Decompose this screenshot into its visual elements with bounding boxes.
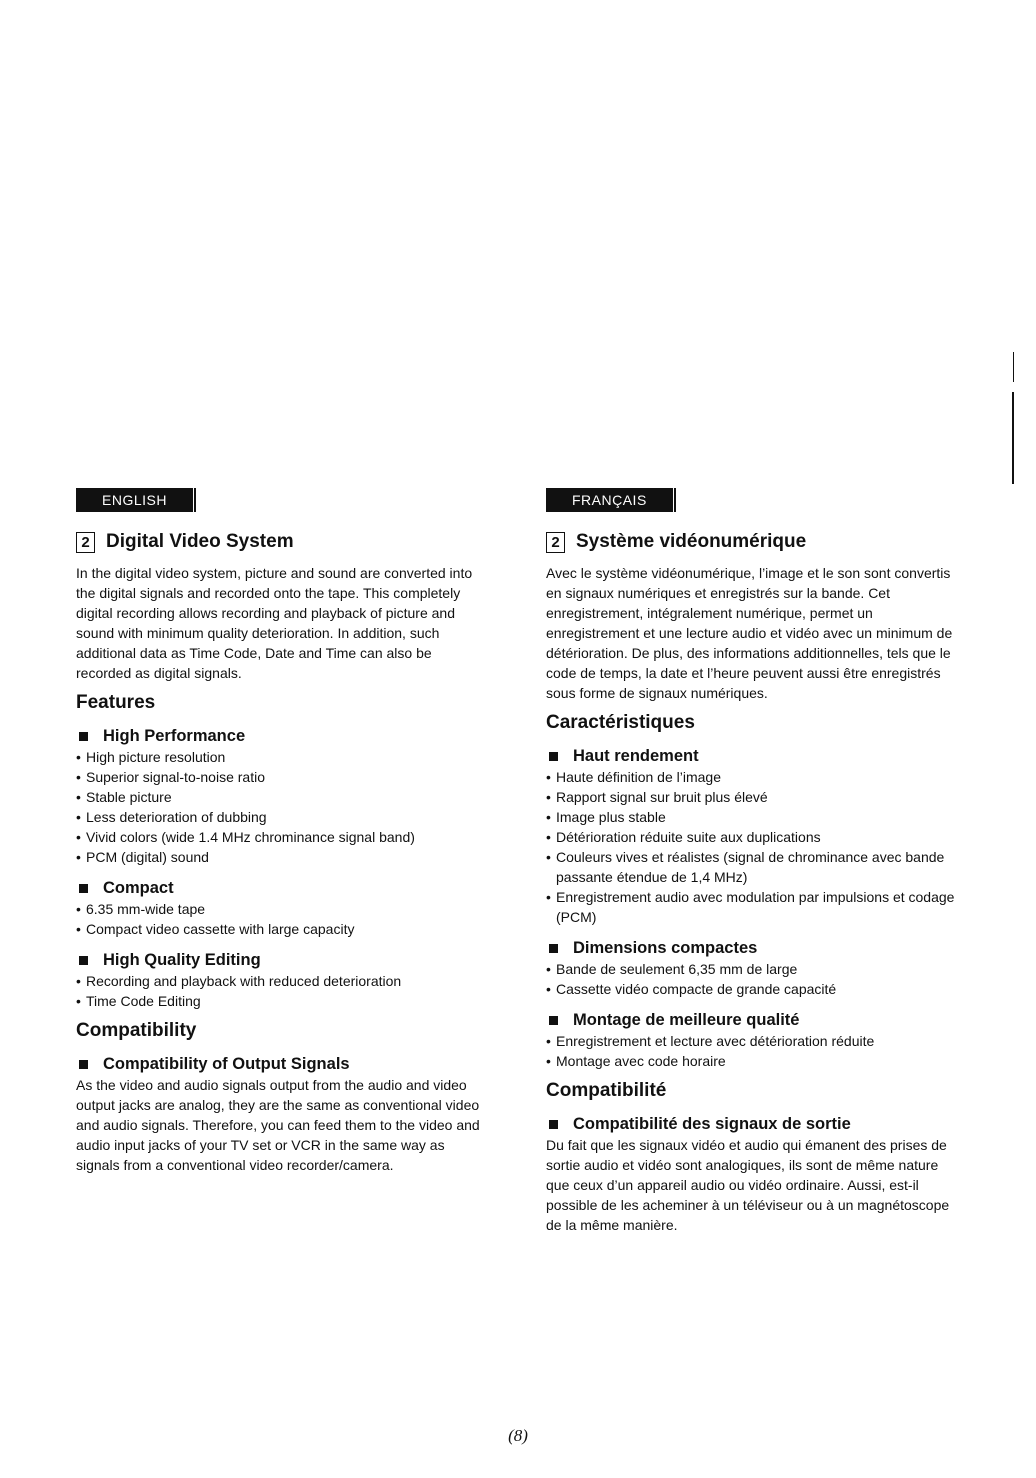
section-number-box: 2	[76, 532, 95, 553]
subheading-editing	[546, 1009, 956, 1031]
compatibility-paragraph: Du fait que les signaux vidéo et audio qui émanent des prises de sortie audio et vidéo sont analogiques, ils sont de même nature que ceux d’un appareil audio ou vidéo ordinaire. Aussi, est-il possible de les acheminer à un téléviseur ou à un magnétoscope de la même manière.	[546, 1137, 950, 1233]
subheading-label: High Performance	[103, 727, 246, 745]
compatibility-paragraph: As the video and audio signals output from the audio and video output jacks are analog, they are the same as conventional video and audio signals. Therefore, you can feed them to the video and audio input jacks of your TV set or VCR in the same way as signals from a conventional video recorder/camera.	[76, 1077, 480, 1173]
subheading-label: Compatibilité des signaux de sortie	[573, 1115, 851, 1133]
list-item: • Image plus stable	[546, 807, 956, 827]
list-item: • Haute définition de l’image	[546, 767, 956, 787]
list-item: • 6.35 mm-wide tape	[76, 899, 486, 919]
margin-mark	[1013, 352, 1014, 382]
square-bullet-icon	[549, 1016, 558, 1025]
subheading-editing	[76, 949, 486, 971]
intro-paragraph: In the digital video system, picture and sound are converted into the digital signals and recorded onto the tape. This completely digital recording allows recording and playback of picture and sound with minimum quality deterioration. In addition, such additional data as Time Code, Date and Time can also be recorded as digital signals.	[76, 565, 473, 681]
list-item: • Enregistrement et lecture avec détérioration réduite	[546, 1031, 956, 1051]
list-item: • Couleurs vives et réalistes (signal de chrominance avec bande passante étendue de 1,4 MHz)	[546, 847, 956, 887]
list-item: • High picture resolution	[76, 747, 486, 767]
subheading-label: High Quality Editing	[103, 951, 261, 969]
square-bullet-icon	[549, 944, 558, 953]
section-heading	[546, 531, 956, 553]
subheading-compact	[546, 937, 956, 959]
list-item: • PCM (digital) sound	[76, 847, 486, 867]
square-bullet-icon	[79, 732, 88, 741]
margin-mark	[1012, 392, 1014, 484]
intro-paragraph: Avec le système vidéonumérique, l’image et le son sont convertis en signaux numériques et enregistrés sur la bande. Cet enregistrement, intégralement numérique, permet un enregistrement et une lecture audio et vidéo avec un minimum de détérioration. De plus, des informations additionnelles, tels que le code de temps, la date et l’heure peuvent aussi être enregistrés sous forme de signaux numériques.	[546, 565, 953, 701]
square-bullet-icon	[549, 1120, 558, 1129]
list-item: • Enregistrement audio avec modulation par impulsions et codage (PCM)	[546, 887, 956, 927]
features-heading: Features	[76, 692, 156, 713]
list-item: • Vivid colors (wide 1.4 MHz chrominance signal band)	[76, 827, 486, 847]
list-item: • Less deterioration of dubbing	[76, 807, 486, 827]
language-tab-english: ENGLISH	[76, 488, 193, 512]
section-title: Digital Video System	[106, 531, 294, 552]
list-item: • Détérioration réduite suite aux duplications	[546, 827, 956, 847]
compact-list	[546, 959, 956, 999]
section-heading	[76, 531, 486, 553]
list-item: • Rapport signal sur bruit plus élevé	[546, 787, 956, 807]
list-item: • Cassette vidéo compacte de grande capacité	[546, 979, 956, 999]
square-bullet-icon	[79, 1060, 88, 1069]
subheading-label: Haut rendement	[573, 747, 699, 765]
subheading-output-signals	[546, 1113, 956, 1135]
features-heading: Caractéristiques	[546, 712, 695, 733]
page-number: (8)	[508, 1426, 528, 1445]
list-item: • Superior signal-to-noise ratio	[76, 767, 486, 787]
list-item: • Time Code Editing	[76, 991, 486, 1011]
subheading-high-performance	[546, 745, 956, 767]
list-item: • Stable picture	[76, 787, 486, 807]
subheading-label: Dimensions compactes	[573, 939, 758, 957]
section-number-box: 2	[546, 532, 565, 553]
editing-list	[546, 1031, 956, 1071]
subheading-compact	[76, 877, 486, 899]
list-item: • Bande de seulement 6,35 mm de large	[546, 959, 956, 979]
section-title: Système vidéonumérique	[576, 531, 807, 552]
compatibility-heading: Compatibility	[76, 1020, 197, 1041]
list-item: • Montage avec code horaire	[546, 1051, 956, 1071]
high-performance-list	[76, 747, 486, 867]
high-performance-list	[546, 767, 956, 927]
subheading-high-performance	[76, 725, 486, 747]
square-bullet-icon	[79, 884, 88, 893]
subheading-label: Montage de meilleure qualité	[573, 1011, 800, 1029]
square-bullet-icon	[549, 752, 558, 761]
english-column	[76, 488, 486, 1175]
subheading-label: Compatibility of Output Signals	[103, 1055, 350, 1073]
list-item: • Compact video cassette with large capacity	[76, 919, 486, 939]
compact-list	[76, 899, 486, 939]
square-bullet-icon	[79, 956, 88, 965]
compatibility-heading: Compatibilité	[546, 1080, 667, 1101]
list-item: • Recording and playback with reduced deterioration	[76, 971, 486, 991]
subheading-output-signals	[76, 1053, 486, 1075]
editing-list	[76, 971, 486, 1011]
french-column	[546, 488, 956, 1235]
subheading-label: Compact	[103, 879, 174, 897]
language-tab-french: FRANÇAIS	[546, 488, 673, 512]
